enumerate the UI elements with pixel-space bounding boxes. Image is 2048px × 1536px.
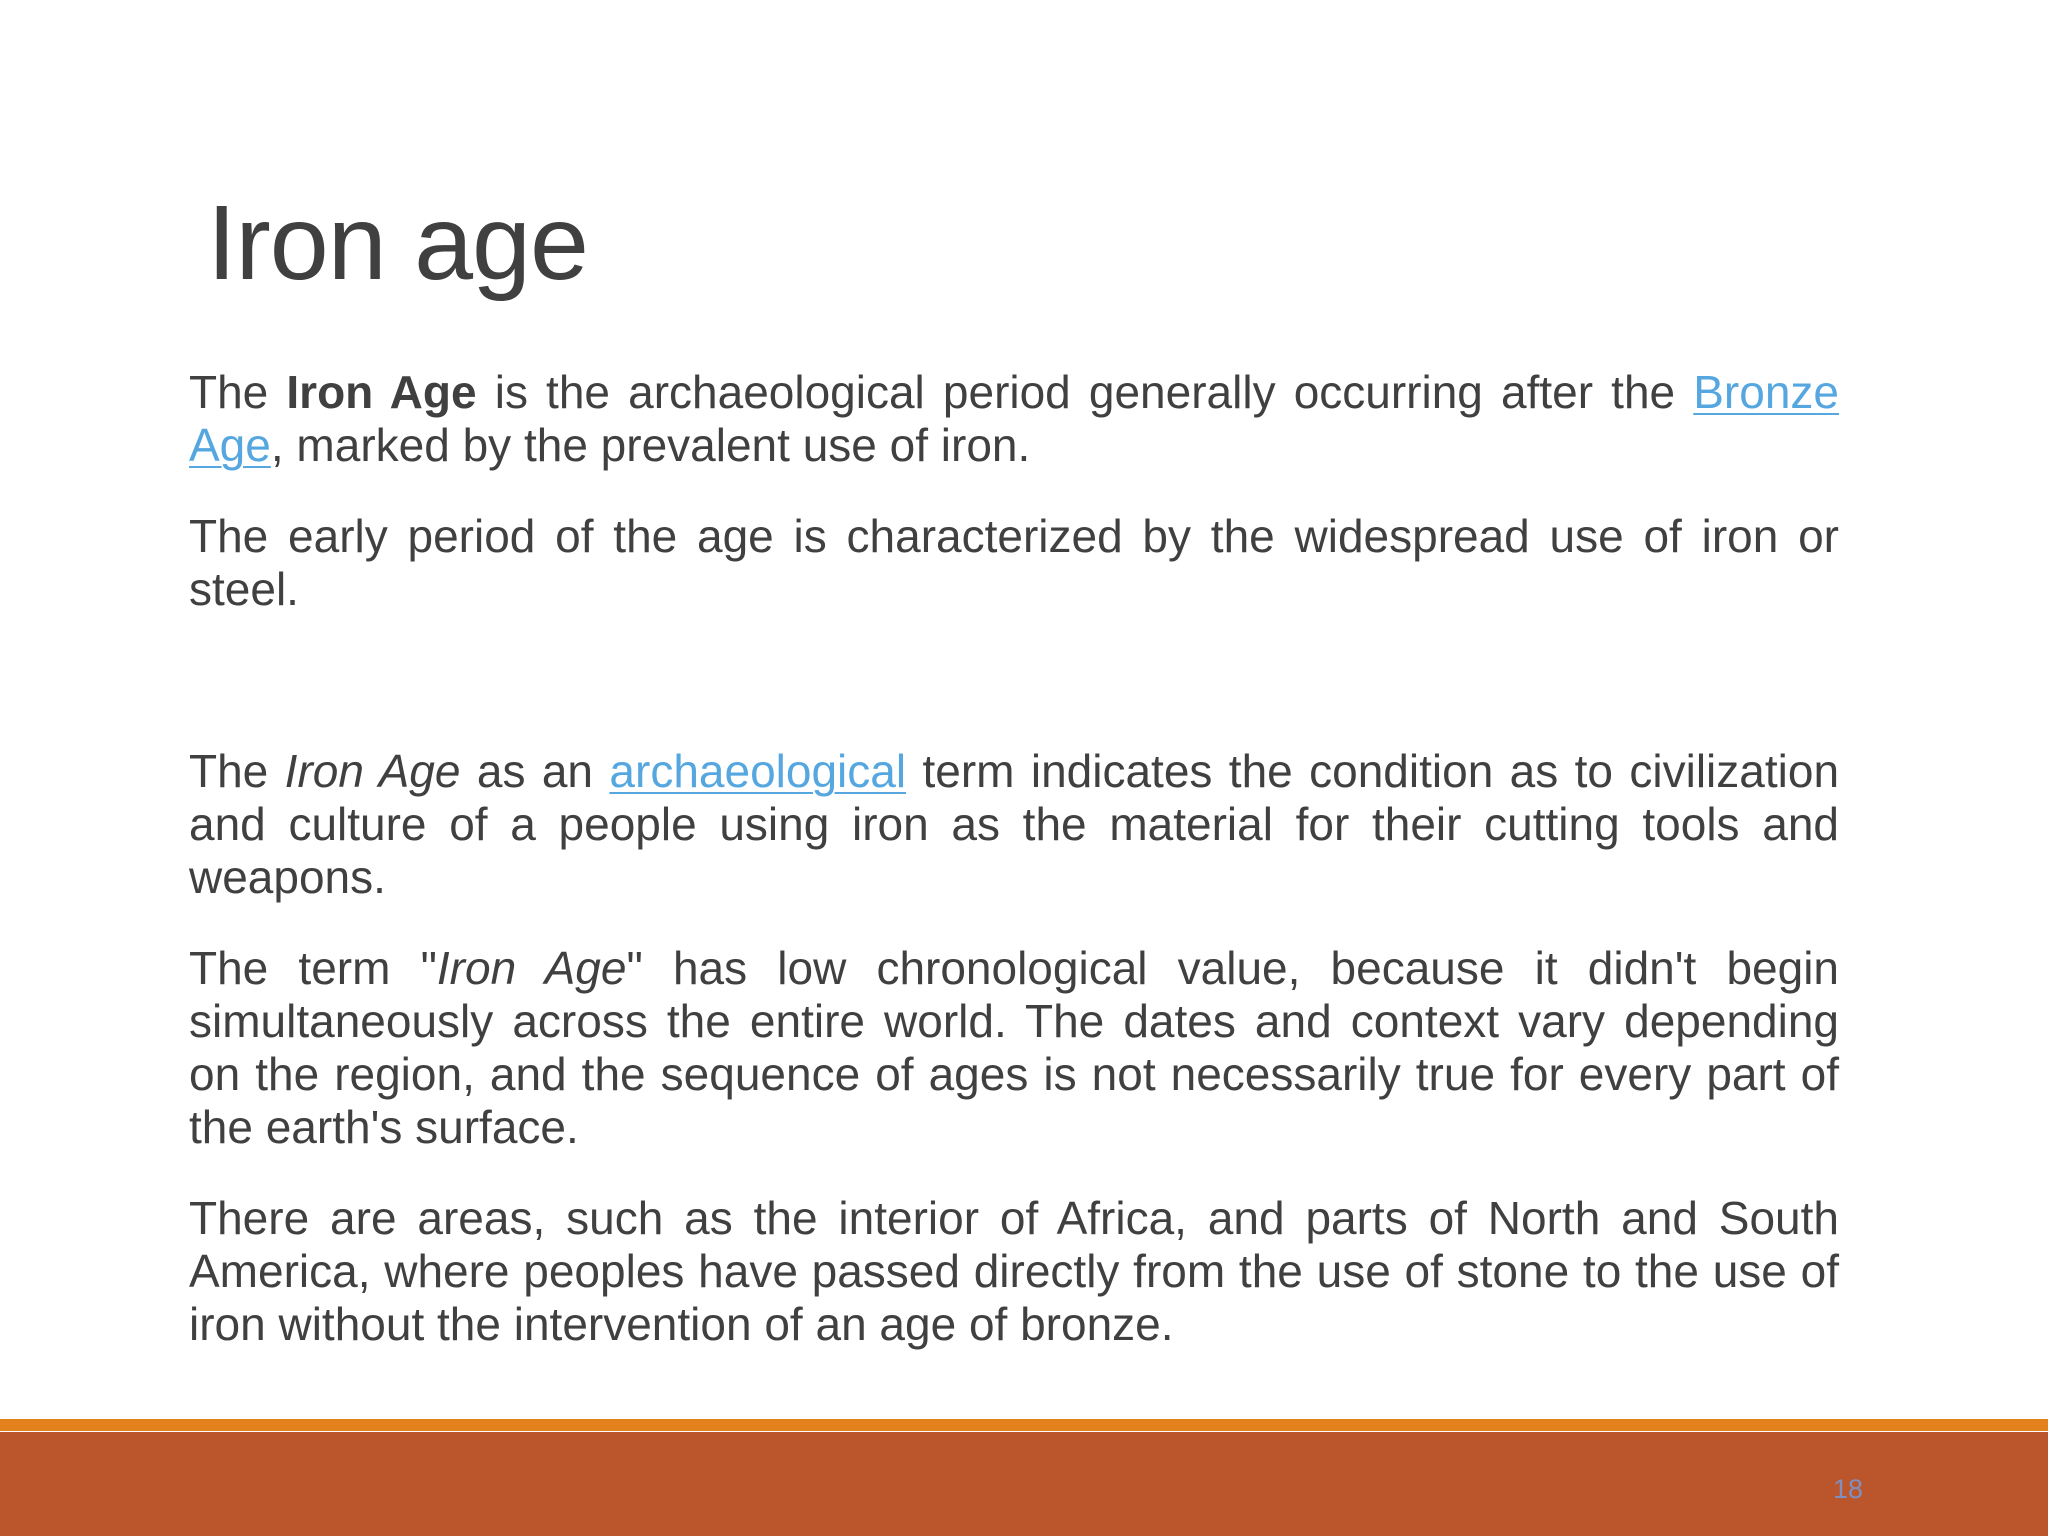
page-number: 18 [1832,1474,1863,1504]
text-segment: is the archaeological period generally occurring after the [476,366,1694,418]
paragraph-early-period: The early period of the age is characterized by the widespread use of iron or steel. [189,510,1839,615]
paragraph-africa-americas: There are areas, such as the interior of Africa, and parts of North and South America, where peoples have passed directly from the use of stone to the use of iron without the intervention of an age of bronze. [189,1192,1839,1350]
text-segment: , marked by the prevalent use of iron. [270,419,1031,471]
italic-term-iron-age: Iron Age [436,942,627,994]
paragraph-archaeological-term [189,745,1839,904]
bronze-age-link[interactable]: Bronze Age [189,366,1839,471]
text-segment: The [189,366,287,418]
text-segment: The [189,745,285,797]
text-segment: as an [460,745,610,797]
archaeological-link[interactable]: archaeological [609,745,907,797]
footer-accent-stripe [0,1419,2048,1431]
slide-title: Iron age [207,184,588,302]
bold-term-iron-age: Iron Age [286,366,477,418]
italic-term-iron-age: Iron Age [284,745,461,797]
slide-body [189,366,1839,1351]
paragraph-intro [189,366,1839,472]
paragraph-chronological-value [189,942,1839,1154]
text-segment: term indicates the condition as to civilization and culture of a people using iron as the material for their cutting tools and weapons. [189,745,1840,903]
footer-band [0,1432,2048,1536]
text-segment: The term " [189,942,437,994]
text-segment: " has low chronological value, because it didn't begin simultaneously across the entire world. The dates and context vary depending on the region, and the sequence of ages is not necessarily true for every part of the earth's surface. [189,942,1840,1153]
